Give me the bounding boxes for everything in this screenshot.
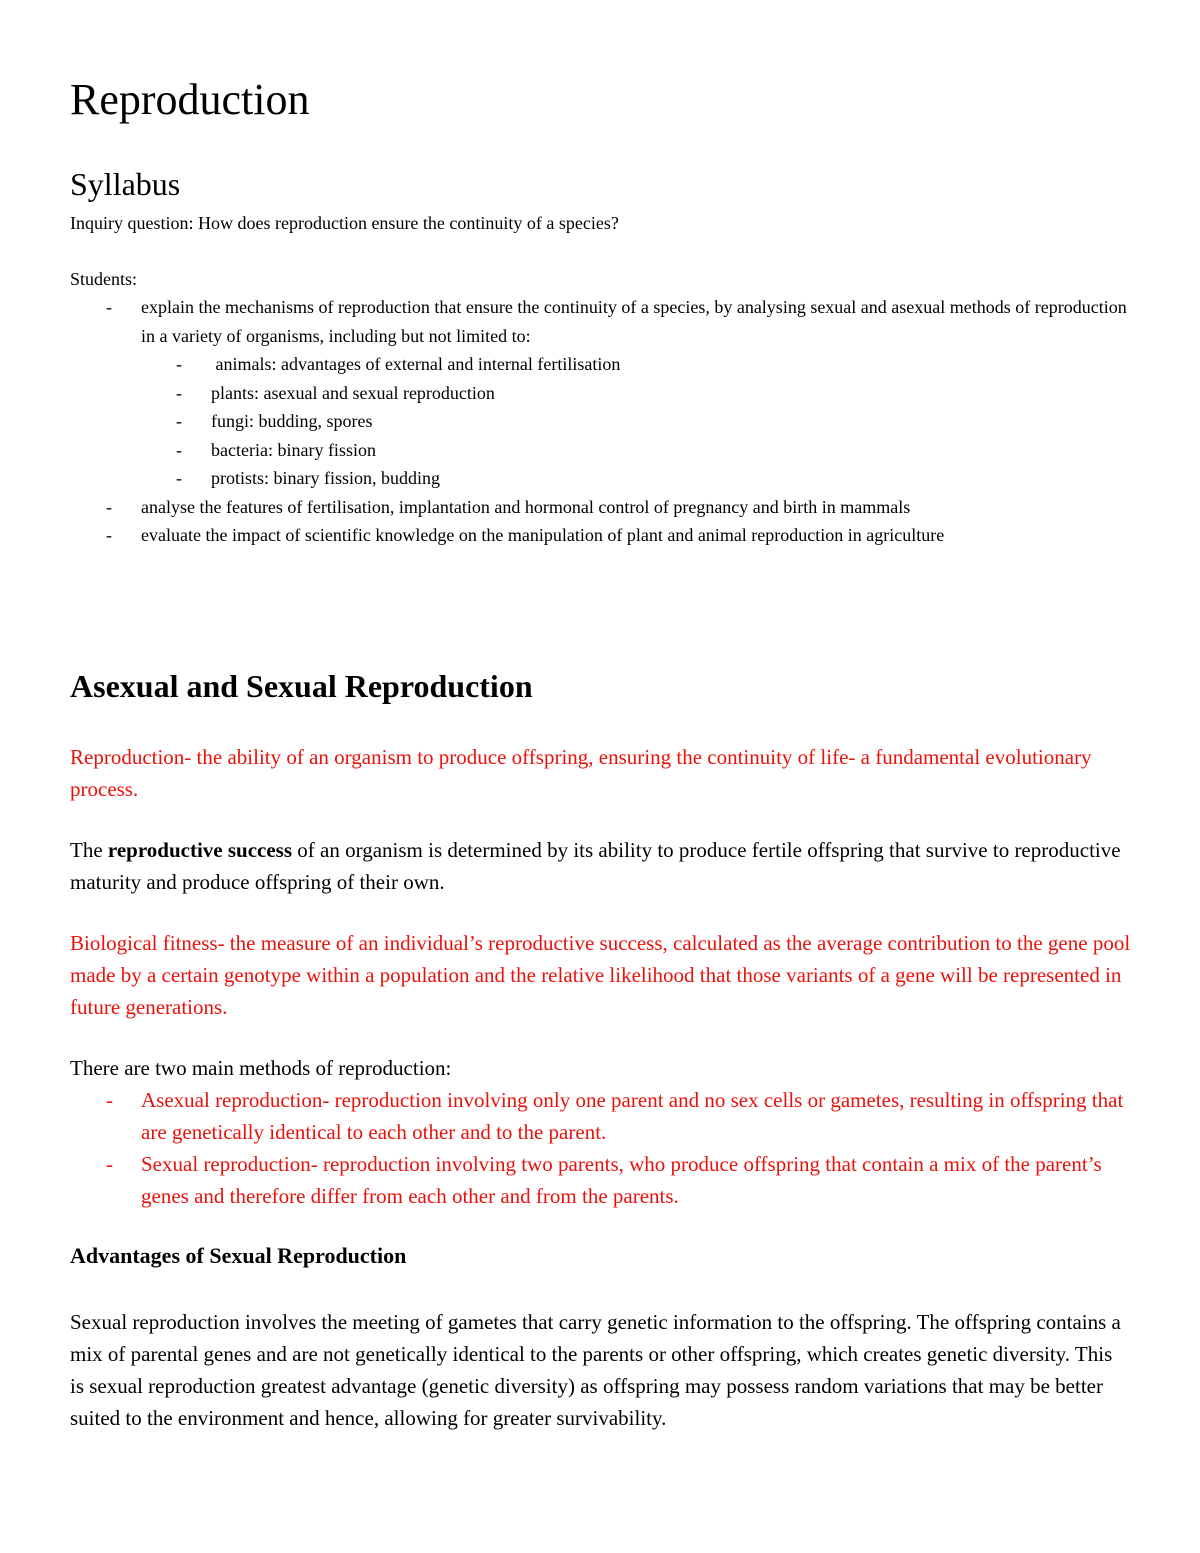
sub-item — [176, 407, 1141, 436]
sub-item — [176, 436, 1141, 465]
method-item-text: Sexual reproduction- reproduction involving two parents, who produce offspring that contain a mix of the parent’s genes and therefore differ from each other and from the parents. — [141, 1152, 1102, 1208]
syllabus-item-text: explain the mechanisms of reproduction that ensure the continuity of a species, by analysing sexual and asexual methods of reproduction in a variety of organisms, including but not limited to: — [141, 297, 1127, 346]
sub-item-text: bacteria: binary fission — [211, 439, 376, 460]
dash-bullet: - — [176, 354, 182, 374]
students-label: Students: — [70, 269, 138, 289]
sub-item — [176, 379, 1141, 408]
syllabus-item-text: evaluate the impact of scientific knowledge on the manipulation of plant and animal reproduction in agriculture — [141, 525, 945, 545]
success-text-post: of an organism is determined by its ability to produce fertile offspring that survive to reproductive maturity and produce offspring of their own. — [70, 838, 1121, 894]
method-item-text: Asexual reproduction- reproduction involving only one parent and no sex cells or gametes, resulting in offspring that are genetically identical to each other and to the parent. — [141, 1088, 1124, 1144]
sub-item — [176, 464, 1141, 493]
success-term: reproductive success — [107, 838, 293, 862]
biological-fitness-definition: Biological fitness- the measure of an individual’s reproductive success, calculated as the average contribution to the gene pool made by a certain genotype within a population and the relative likelihood that those variants of a gene will be represented in future generations. — [70, 931, 1131, 1019]
sub-item-text: animals: advantages of external and internal fertilisation — [211, 354, 621, 374]
sub-item-text: plants: asexual and sexual reproduction — [211, 382, 495, 403]
syllabus-item-text: analyse the features of fertilisation, implantation and hormonal control of pregnancy and birth in mammals — [141, 496, 911, 517]
dash-bullet: - — [176, 439, 182, 460]
section-heading: Asexual and Sexual Reproduction — [70, 668, 533, 704]
success-text-pre: The — [70, 838, 108, 862]
dash-bullet: - — [106, 1152, 113, 1176]
dash-bullet: - — [106, 496, 112, 517]
sub-item — [176, 350, 1141, 379]
syllabus-item — [106, 493, 1141, 522]
methods-intro: There are two main methods of reproduction: — [70, 1056, 452, 1080]
advantages-heading: Advantages of Sexual Reproduction — [70, 1243, 407, 1268]
method-item — [106, 1084, 1141, 1148]
dash-bullet: - — [176, 411, 182, 431]
page-title: Reproduction — [70, 75, 310, 124]
methods-list — [106, 1084, 1141, 1212]
syllabus-item — [106, 293, 1141, 493]
sub-item-text: fungi: budding, spores — [211, 411, 373, 431]
dash-bullet: - — [106, 297, 112, 317]
dash-bullet: - — [176, 468, 182, 488]
dash-bullet: - — [106, 1088, 113, 1112]
dash-bullet: - — [176, 382, 182, 403]
dash-bullet: - — [106, 525, 112, 545]
method-item — [106, 1148, 1141, 1212]
syllabus-item — [106, 521, 1141, 550]
sub-item-text: protists: binary fission, budding — [211, 468, 440, 488]
reproduction-definition: Reproduction- the ability of an organism to produce offspring, ensuring the continuity of life- a fundamental evolutionary process. — [70, 745, 1092, 801]
organism-sub-list — [176, 350, 1141, 493]
syllabus-heading: Syllabus — [70, 166, 181, 202]
reproductive-success-paragraph — [70, 834, 1140, 898]
inquiry-question: Inquiry question: How does reproduction ensure the continuity of a species? — [70, 213, 619, 233]
advantages-paragraph: Sexual reproduction involves the meeting of gametes that carry genetic information to the offspring. The offspring contains a mix of parental genes and are not genetically identical to the parents or other offspring, which creates genetic diversity. This is sexual reproduction greatest advantage (genetic diversity) as offspring may possess random variations that may be better suited to the environment and hence, allowing for greater survivability. — [70, 1310, 1121, 1430]
syllabus-list — [106, 293, 1141, 550]
